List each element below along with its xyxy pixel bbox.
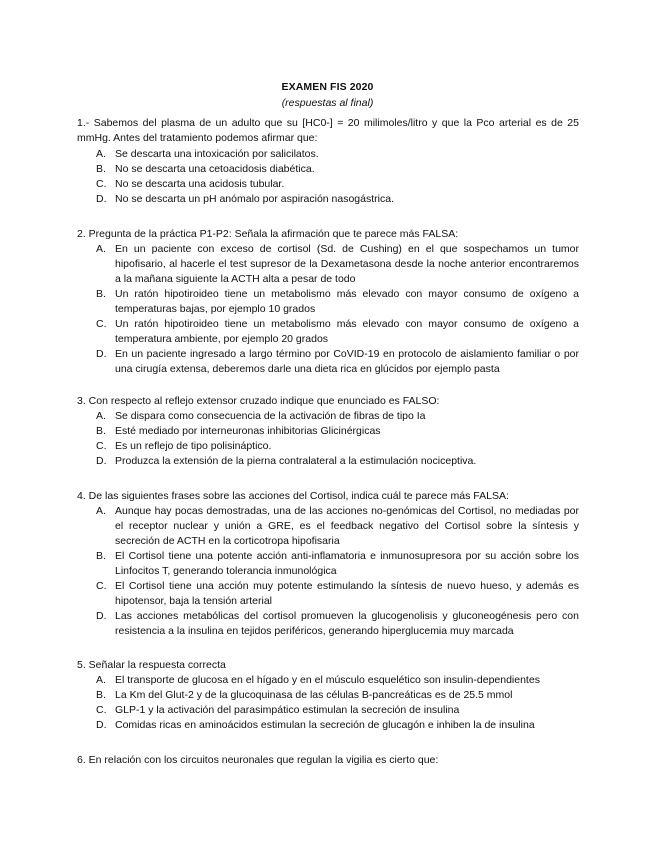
option-text: Se descarta una intoxicación por salicilatos. [115,148,319,160]
option-letter: C. [96,178,107,190]
option-letter: D. [96,719,107,731]
question-text: 3. Con respecto al reflejo extensor cruzado indique que enunciado es FALSO: [77,395,440,407]
option-letter: D. [96,193,107,205]
option-a [77,673,579,688]
option-b [77,162,579,177]
option-text: El Cortisol tiene una acción muy potente estimulando la síntesis de nuevo hueso, y además es hipotensor, baja la tensión arterial [115,580,579,607]
option-letter: D. [96,610,107,622]
option-text: Se dispara como consecuencia de la activación de fibras de tipo Ia [115,410,426,422]
option-letter: B. [96,288,106,300]
option-letter: C. [96,580,107,592]
option-letter: B. [96,163,106,175]
option-text: El transporte de glucosa en el hígado y en el músculo esquelético son insulin-dependientes [115,674,540,686]
option-text: Aunque hay pocas demostradas, una de las acciones no-genómicas del Cortisol, no mediadas por el receptor nuclear y unión a GRE, es el feedback negativo del Cortisol sobre la síntesis y secreción de ACTH en la corticotropa hipofisaria [115,505,579,547]
question-5 [77,658,579,733]
question-1 [77,116,579,207]
option-a [77,242,579,287]
option-letter: A. [96,410,106,422]
question-4 [77,489,579,639]
question-2 [77,227,579,377]
option-b [77,424,579,439]
option-b [77,549,579,579]
document-subtitle: (respuestas al final) [281,97,374,109]
option-letter: A. [96,674,106,686]
option-d [77,718,579,733]
option-d [77,347,579,377]
question-6 [77,753,579,768]
option-text: La Km del Glut-2 y de la glucoquinasa de las células B-pancreáticas es de 25.5 mmol [115,689,513,701]
question-text: 1.- Sabemos del plasma de un adulto que su [HC0-] = 20 milimoles/litro y que la Pco arterial es de 25 mmHg. Antes del tratamiento podemos afirmar que: [77,117,579,144]
option-b [77,287,579,317]
option-text: No se descarta una cetoacidosis diabética. [115,163,315,175]
option-text: Las acciones metabólicas del cortisol promueven la glucogenolisis y gluconeogénesis pero con resistencia a la insulina en tejidos periféricos, generando hiperglucemia muy marcada [115,610,579,637]
option-text: Esté mediado por interneuronas inhibitorias Glicinérgicas [115,425,381,437]
question-text: 2. Pregunta de la práctica P1-P2: Señala la afirmación que te parece más FALSA: [77,228,459,240]
option-c [77,317,579,347]
option-c [77,703,579,718]
option-letter: D. [96,348,107,360]
option-text: No se descarta un pH anómalo por aspiración nasogástrica. [115,193,394,205]
option-letter: A. [96,243,106,255]
option-text: El Cortisol tiene una potente acción anti-inflamatoria e inmunosupresora por su acción sobre los Linfocitos T, generando tolerancia inmunológica [115,550,579,577]
option-letter: D. [96,455,107,467]
option-c [77,177,579,192]
question-text: 5. Señalar la respuesta correcta [77,659,226,671]
option-text: Un ratón hipotiroideo tiene un metabolismo más elevado con mayor consumo de oxígeno a temperaturas bajas, por ejemplo 10 grados [115,288,579,315]
option-text: GLP-1 y la activación del parasimpático estimulan la secreción de insulina [115,704,460,716]
option-text: Produzca la extensión de la pierna contralateral a la estimulación nociceptiva. [115,455,477,467]
document-title: EXAMEN FIS 2020 [281,81,374,93]
option-text: Comidas ricas en aminoácidos estimulan la secreción de glucagón e inhiben la de insulina [115,719,535,731]
option-a [77,409,579,424]
question-3 [77,394,579,469]
option-a [77,147,579,162]
option-d [77,609,579,639]
option-letter: C. [96,318,107,330]
option-letter: B. [96,550,106,562]
option-letter: C. [96,704,107,716]
question-text: 6. En relación con los circuitos neuronales que regulan la vigilia es cierto que: [77,754,439,766]
option-text: No se descarta una acidosis tubular. [115,178,285,190]
option-text: Un ratón hipotiroideo tiene un metabolismo más elevado con mayor consumo de oxígeno a temperatura ambiente, por ejemplo 20 grados [115,318,579,345]
option-a [77,504,579,549]
option-letter: B. [96,689,106,701]
question-text: 4. De las siguientes frases sobre las acciones del Cortisol, indica cuál te parece más FALSA: [77,490,509,502]
option-text: En un paciente ingresado a largo término por CoVID-19 en protocolo de aislamiento familiar o por una cirugía extensa, deberemos darle una dieta rica en glúcidos por ejemplo pasta [115,348,579,375]
option-d [77,192,579,207]
option-letter: C. [96,440,107,452]
option-letter: A. [96,505,106,517]
option-c [77,579,579,609]
option-d [77,454,579,469]
option-b [77,688,579,703]
option-text: Es un reflejo de tipo polisináptico. [115,440,272,452]
option-c [77,439,579,454]
option-letter: B. [96,425,106,437]
option-letter: A. [96,148,106,160]
option-text: En un paciente con exceso de cortisol (Sd. de Cushing) en el que sospechamos un tumor hipofisario, al hacerle el test supresor de la Dexametasona desde la noche anterior encontraremos a la mañana siguiente la ACTH alta a pesar de todo [115,243,579,285]
